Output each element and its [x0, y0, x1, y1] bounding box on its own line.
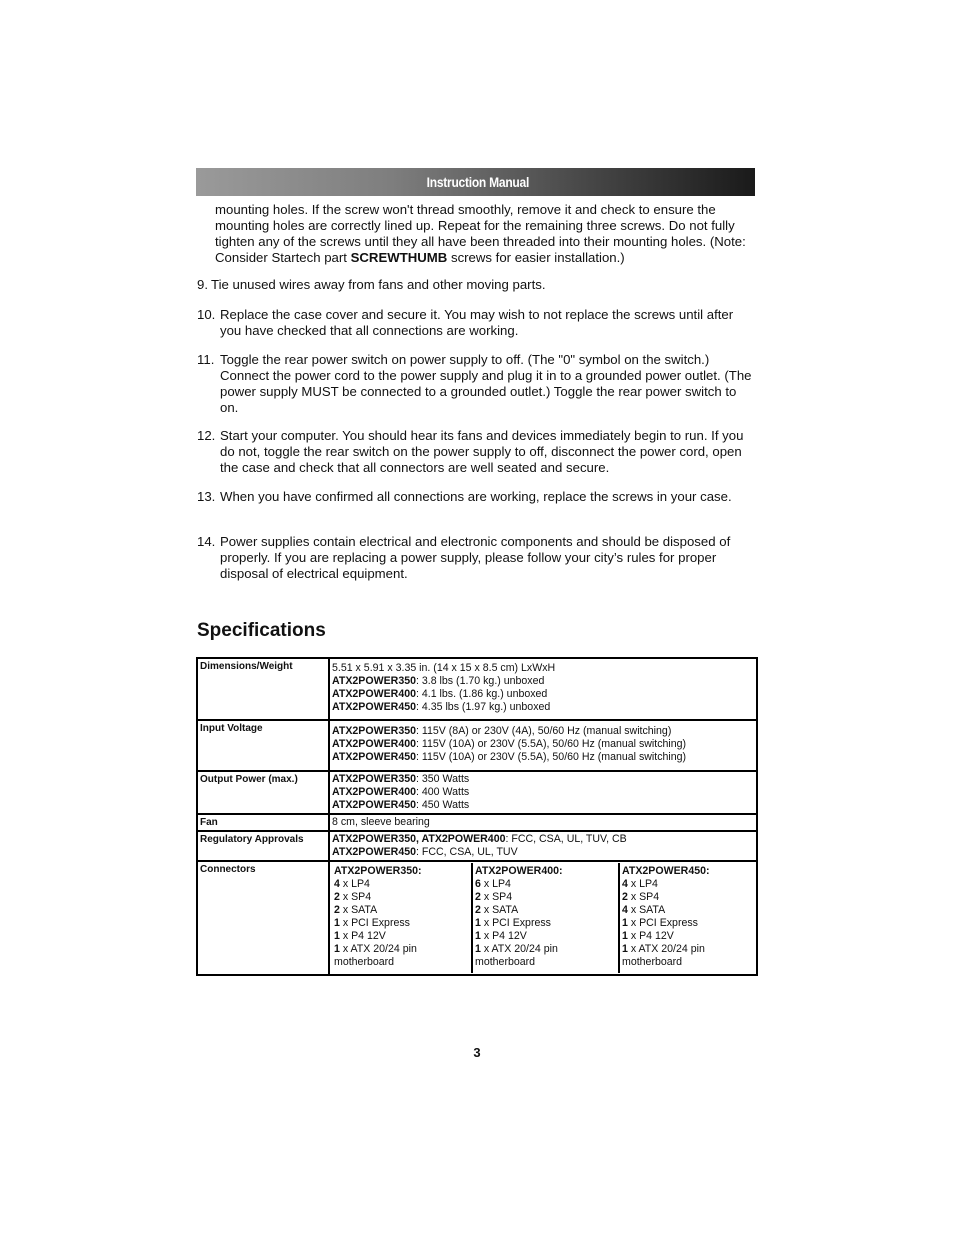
spec-label: Input Voltage [197, 720, 329, 771]
connector-item: 1 x PCI Express [475, 917, 551, 929]
model-value: : 450 Watts [416, 799, 470, 811]
connector-column-400 [471, 863, 618, 973]
model-name: ATX2POWER350 [332, 773, 416, 785]
model-value: : 4.1 lbs. (1.86 kg.) unboxed [416, 688, 548, 700]
model-name: ATX2POWER350 [332, 675, 416, 687]
model-value: : 3.8 lbs (1.70 kg.) unboxed [416, 675, 545, 687]
model-name: ATX2POWER400 [332, 786, 416, 798]
connector-item: 4 x LP4 [622, 878, 658, 890]
spec-label: Dimensions/Weight [197, 658, 329, 720]
connector-item: 1 x PCI Express [334, 917, 410, 929]
spec-value [329, 771, 757, 814]
spec-value [329, 861, 757, 975]
spec-line [332, 688, 754, 701]
model-name: ATX2POWER350 [332, 725, 416, 737]
spec-label: Output Power (max.) [197, 771, 329, 814]
step-text: Tie unused wires away from fans and other moving parts. [211, 277, 546, 292]
spec-line [332, 675, 754, 688]
spec-label: Regulatory Approvals [197, 831, 329, 861]
model-name: ATX2POWER400 [332, 738, 416, 750]
model-value: : 400 Watts [416, 786, 470, 798]
step-text: Power supplies contain electrical and electronic components and should be disposed of properly. If you are replacing a power supply, please follow your city’s rules for proper disposal of electrical equipment. [220, 534, 731, 581]
header-band [196, 168, 755, 196]
connector-item: 2 x SATA [334, 904, 378, 916]
step-14 [197, 534, 757, 582]
connectors-grid [332, 863, 754, 973]
connector-item: 1 x ATX 20/24 pin [334, 943, 417, 955]
model-name: ATX2POWER400 [332, 688, 416, 700]
step-number: 14. [197, 534, 216, 549]
connector-item: 1 x P4 12V [334, 930, 386, 942]
step-text: When you have confirmed all connections are working, replace the screws in your case. [220, 489, 732, 504]
model-value: : FCC, CSA, UL, TUV, CB [505, 833, 627, 845]
header-title: Instruction Manual [426, 174, 530, 190]
spec-value [329, 658, 757, 720]
spec-value [329, 831, 757, 861]
connector-item-tail: motherboard [334, 956, 395, 968]
connector-item: 4 x LP4 [334, 878, 370, 890]
page-number: 3 [473, 1045, 481, 1060]
spec-line [332, 738, 754, 751]
spec-line [332, 773, 754, 786]
connector-item: 1 x P4 12V [475, 930, 527, 942]
model-name: ATX2POWER450 [332, 799, 416, 811]
connector-column-450 [618, 863, 754, 973]
connector-item: 2 x SATA [475, 904, 519, 916]
spec-row-dimensions [197, 658, 757, 720]
step-number: 9. [197, 277, 208, 292]
spec-row-input-voltage [197, 720, 757, 771]
step-number: 11. [197, 352, 215, 367]
spec-line [332, 846, 754, 859]
connector-item: 1 x P4 12V [622, 930, 674, 942]
spec-line [332, 701, 754, 714]
continued-text: mounting holes. If the screw won't thread smoothly, remove it and check to ensure the mounting holes are correctly lined up. Repeat for the remaining three screws. Do not fully tighten any of the screws until they all have been threaded into their mounting holes. (Note: Consider Startech part [215, 202, 746, 265]
dimensions-size: 5.51 x 5.91 x 3.35 in. (14 x 15 x 8.5 cm) LxWxH [332, 662, 556, 674]
spec-label: Connectors [197, 861, 329, 975]
model-name: ATX2POWER450 [332, 701, 416, 713]
step-10 [197, 307, 757, 339]
step-number: 12. [197, 428, 216, 443]
connector-item: 2 x SP4 [334, 891, 372, 903]
spec-row-regulatory [197, 831, 757, 861]
step-text: Toggle the rear power switch on power supply to off. (The "0" symbol on the switch.) Connect the power cord to the power supply and plug it in to a grounded power outlet. (The power supply MUST be connected to a grounded outlet.) Toggle the rear power switch to on. [220, 352, 752, 415]
step-number: 10. [197, 307, 216, 322]
step-13 [197, 489, 757, 505]
part-name: SCREWTHUMB [350, 250, 448, 265]
continued-paragraph [215, 202, 755, 266]
step-11 [197, 352, 757, 416]
connector-item: 2 x SP4 [475, 891, 513, 903]
step-text: Replace the case cover and secure it. You may wish to not replace the screws until after you have checked that all connections are working. [220, 307, 734, 338]
spec-line [332, 751, 754, 764]
spec-value [329, 720, 757, 771]
connector-item: 1 x ATX 20/24 pin [475, 943, 558, 955]
spec-label: Fan [197, 814, 329, 831]
connector-item-tail: motherboard [622, 956, 683, 968]
step-12 [197, 428, 757, 476]
spec-row-fan [197, 814, 757, 831]
model-name: ATX2POWER350, ATX2POWER400 [332, 833, 506, 845]
model-name: ATX2POWER450 [332, 751, 416, 763]
model-name: ATX2POWER350: [334, 865, 422, 877]
continued-text-end: screws for easier installation.) [447, 250, 625, 265]
connector-item: 4 x SATA [622, 904, 666, 916]
connector-column-350 [332, 863, 471, 973]
specifications-table [196, 657, 758, 976]
connector-item-tail: motherboard [475, 956, 536, 968]
spec-line [332, 833, 754, 846]
spec-line [332, 786, 754, 799]
spec-row-output-power [197, 771, 757, 814]
model-name: ATX2POWER400: [475, 865, 563, 877]
model-value: : 115V (8A) or 230V (4A), 50/60 Hz (manual switching) [416, 725, 672, 737]
model-name: ATX2POWER450: [622, 865, 710, 877]
connector-item: 2 x SP4 [622, 891, 660, 903]
model-name: ATX2POWER450 [332, 846, 416, 858]
spec-value: 8 cm, sleeve bearing [329, 814, 757, 831]
spec-line [332, 799, 754, 812]
connector-item: 1 x ATX 20/24 pin [622, 943, 705, 955]
model-value: : 115V (10A) or 230V (5.5A), 50/60 Hz (manual switching) [416, 751, 687, 763]
connector-item: 6 x LP4 [475, 878, 511, 890]
specifications-heading: Specifications [197, 620, 326, 641]
step-9 [197, 277, 757, 293]
connector-item: 1 x PCI Express [622, 917, 698, 929]
model-value: : FCC, CSA, UL, TUV [416, 846, 518, 858]
spec-line [332, 725, 754, 738]
model-value: : 115V (10A) or 230V (5.5A), 50/60 Hz (manual switching) [416, 738, 687, 750]
model-value: : 4.35 lbs (1.97 kg.) unboxed [416, 701, 551, 713]
step-number: 13. [197, 489, 216, 504]
spec-row-connectors [197, 861, 757, 975]
model-value: : 350 Watts [416, 773, 470, 785]
step-text: Start your computer. You should hear its fans and devices immediately begin to run. If you do not, toggle the rear switch on the power supply to off, disconnect the power cord, open the case and check that all connectors are well seated and secure. [220, 428, 744, 475]
